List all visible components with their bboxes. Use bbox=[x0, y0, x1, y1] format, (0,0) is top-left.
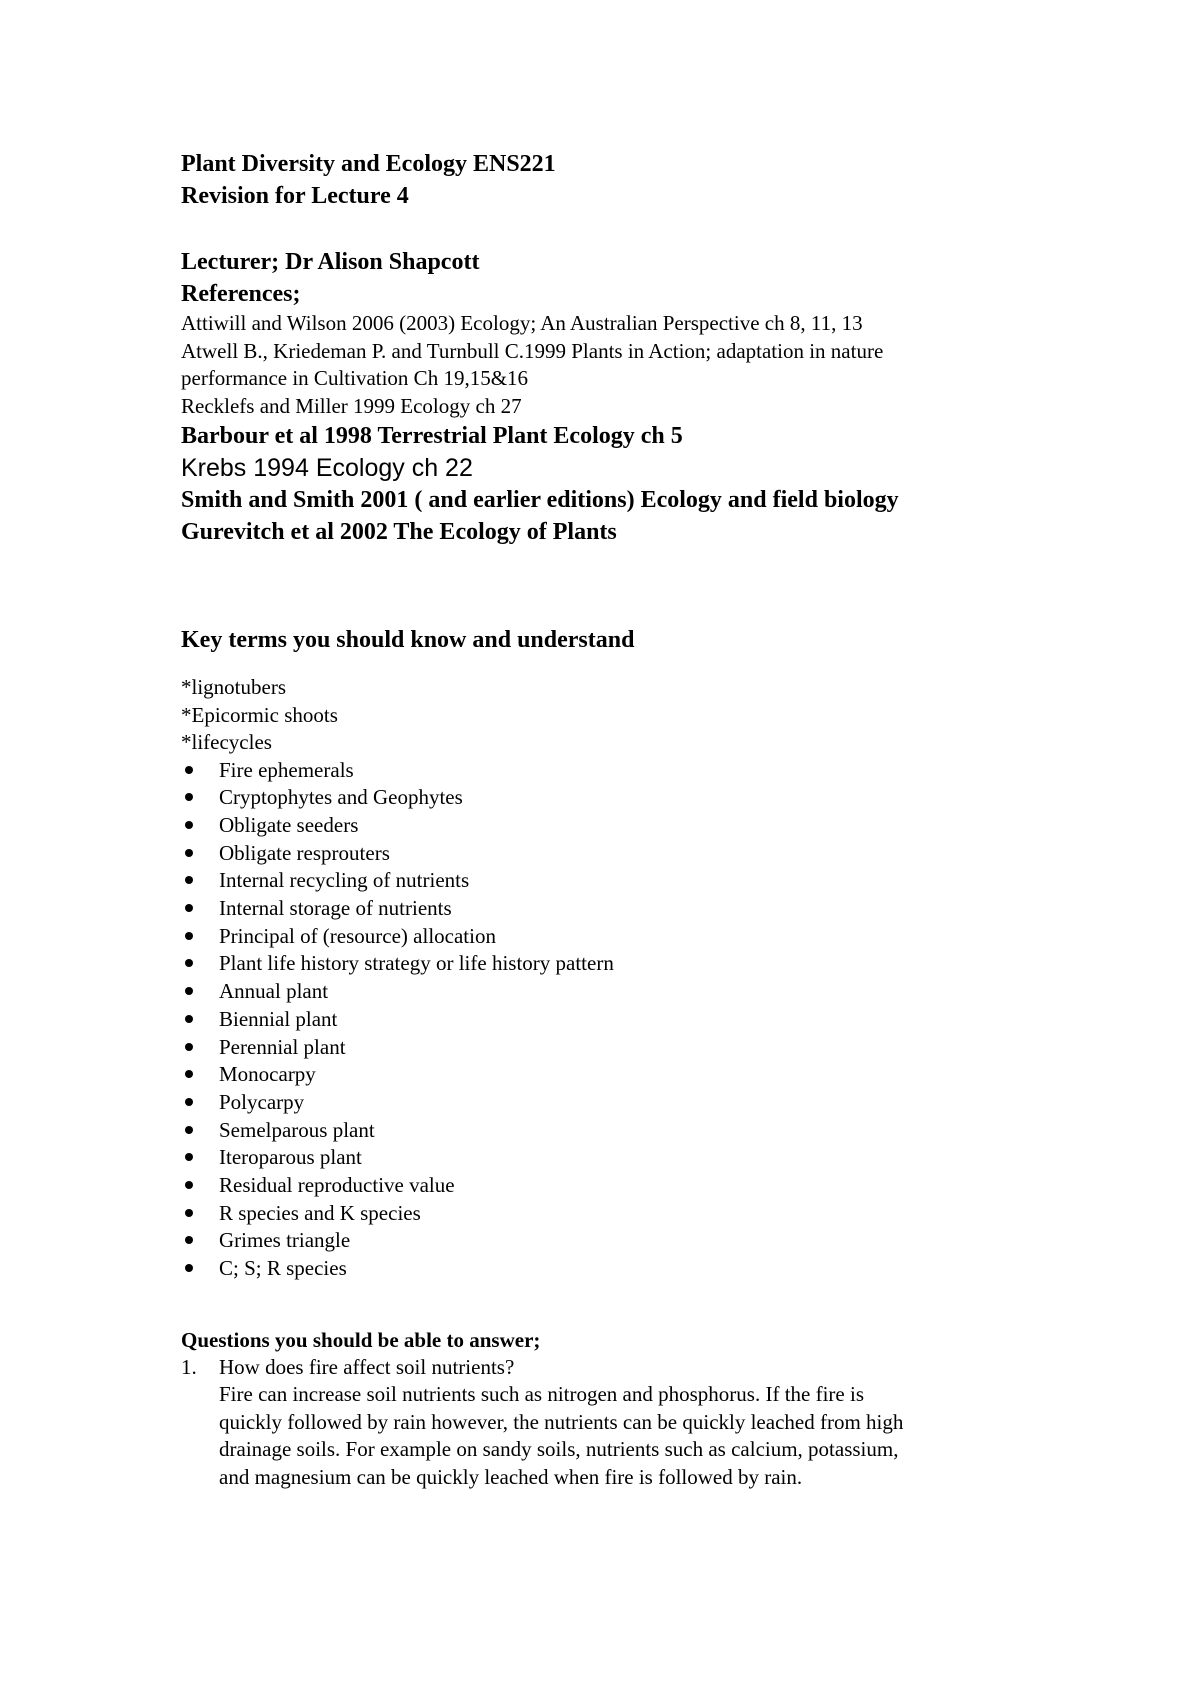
list-item bbox=[181, 1034, 1061, 1062]
list-item-label: Plant life history strategy or life history pattern bbox=[219, 951, 614, 976]
bullet-icon bbox=[185, 1264, 193, 1272]
spacer bbox=[181, 656, 1061, 674]
list-item bbox=[181, 950, 1061, 978]
bullet-icon bbox=[185, 904, 193, 912]
bullet-icon bbox=[185, 1126, 193, 1134]
bullet-icon bbox=[185, 793, 193, 801]
starred-term: *lifecycles bbox=[181, 730, 272, 754]
starred-term: *Epicormic shoots bbox=[181, 702, 338, 727]
reference-smith: Smith and Smith 2001 ( and earlier editions) Ecology and field biology bbox=[181, 487, 899, 513]
list-item bbox=[181, 1200, 1061, 1228]
list-item bbox=[181, 1172, 1061, 1200]
bullet-icon bbox=[185, 849, 193, 857]
spacer bbox=[181, 548, 1061, 624]
list-item-label: Perennial plant bbox=[219, 1034, 346, 1059]
list-item-label: Iteroparous plant bbox=[219, 1145, 362, 1170]
bullet-icon bbox=[185, 1236, 193, 1244]
list-item-label: Internal recycling of nutrients bbox=[219, 868, 470, 893]
list-item bbox=[181, 1089, 1061, 1117]
questions-list bbox=[181, 1354, 1061, 1492]
answer-line: Fire can increase soil nutrients such as nitrogen and phosphorus. If the fire is bbox=[219, 1382, 865, 1407]
list-item bbox=[181, 923, 1061, 951]
list-item bbox=[181, 1061, 1061, 1089]
list-item-label: Polycarpy bbox=[219, 1089, 305, 1114]
bullet-icon bbox=[185, 959, 193, 967]
question-text: How does fire affect soil nutrients? bbox=[219, 1354, 515, 1379]
list-item-label: Obligate seeders bbox=[219, 812, 359, 837]
bullet-icon bbox=[185, 987, 193, 995]
answer-line: drainage soils. For example on sandy soils, nutrients such as calcium, potassium, bbox=[219, 1437, 899, 1462]
reference-item: Atwell B., Kriedeman P. and Turnbull C.1999 Plants in Action; adaptation in nature bbox=[181, 338, 884, 363]
bullet-icon bbox=[185, 1153, 193, 1161]
reference-gurevitch: Gurevitch et al 2002 The Ecology of Plants bbox=[181, 519, 617, 545]
lecturer-line: Lecturer; Dr Alison Shapcott bbox=[181, 249, 480, 275]
answer-line: quickly followed by rain however, the nutrients can be quickly leached from high bbox=[219, 1409, 904, 1434]
starred-term: *lignotubers bbox=[181, 675, 286, 699]
bullet-icon bbox=[185, 876, 193, 884]
list-item bbox=[181, 1227, 1061, 1255]
question-item bbox=[181, 1354, 1061, 1492]
course-title: Plant Diversity and Ecology ENS221 bbox=[181, 151, 556, 177]
reference-barbour: Barbour et al 1998 Terrestrial Plant Ecology ch 5 bbox=[181, 423, 683, 449]
list-item bbox=[181, 895, 1061, 923]
spacer bbox=[181, 1283, 1061, 1327]
list-item-label: Monocarpy bbox=[219, 1062, 316, 1087]
list-item bbox=[181, 1006, 1061, 1034]
list-item bbox=[181, 867, 1061, 895]
list-item-label: Annual plant bbox=[219, 979, 329, 1004]
answer-line: and magnesium can be quickly leached when fire is followed by rain. bbox=[219, 1464, 803, 1489]
list-item-label: Internal storage of nutrients bbox=[219, 896, 452, 921]
list-item bbox=[181, 757, 1061, 785]
list-item bbox=[181, 1255, 1061, 1283]
references-heading: References; bbox=[181, 281, 301, 307]
list-item-label: Grimes triangle bbox=[219, 1228, 351, 1253]
list-item-label: C; S; R species bbox=[219, 1256, 347, 1281]
revision-title: Revision for Lecture 4 bbox=[181, 183, 409, 209]
list-item bbox=[181, 812, 1061, 840]
reference-item: performance in Cultivation Ch 19,15&16 bbox=[181, 366, 529, 390]
question-number: 1. bbox=[181, 1354, 197, 1379]
list-item bbox=[181, 840, 1061, 868]
list-item-label: Semelparous plant bbox=[219, 1117, 375, 1142]
document-content bbox=[181, 148, 1061, 1491]
reference-krebs: Krebs 1994 Ecology ch 22 bbox=[181, 454, 473, 482]
list-item-label: Principal of (resource) allocation bbox=[219, 923, 496, 948]
bullet-icon bbox=[185, 1209, 193, 1217]
key-terms-list bbox=[181, 757, 1061, 1283]
bullet-icon bbox=[185, 1181, 193, 1189]
bullet-icon bbox=[185, 932, 193, 940]
list-item-label: R species and K species bbox=[219, 1200, 421, 1225]
bullet-icon bbox=[185, 1070, 193, 1078]
bullet-icon bbox=[185, 1098, 193, 1106]
list-item bbox=[181, 1144, 1061, 1172]
list-item-label: Cryptophytes and Geophytes bbox=[219, 785, 463, 810]
bullet-icon bbox=[185, 1015, 193, 1023]
list-item-label: Obligate resprouters bbox=[219, 840, 390, 865]
key-terms-heading: Key terms you should know and understand bbox=[181, 627, 635, 653]
spacer bbox=[181, 212, 1061, 246]
bullet-icon bbox=[185, 766, 193, 774]
list-item-label: Residual reproductive value bbox=[219, 1173, 455, 1198]
bullet-icon bbox=[185, 1043, 193, 1051]
bullet-icon bbox=[185, 821, 193, 829]
list-item bbox=[181, 784, 1061, 812]
reference-item: Attiwill and Wilson 2006 (2003) Ecology; An Australian Perspective ch 8, 11, 13 bbox=[181, 311, 863, 335]
list-item-label: Biennial plant bbox=[219, 1006, 338, 1031]
reference-item: Recklefs and Miller 1999 Ecology ch 27 bbox=[181, 393, 522, 418]
list-item-label: Fire ephemerals bbox=[219, 757, 354, 782]
questions-heading: Questions you should be able to answer; bbox=[181, 1327, 541, 1352]
list-item bbox=[181, 978, 1061, 1006]
list-item bbox=[181, 1117, 1061, 1145]
